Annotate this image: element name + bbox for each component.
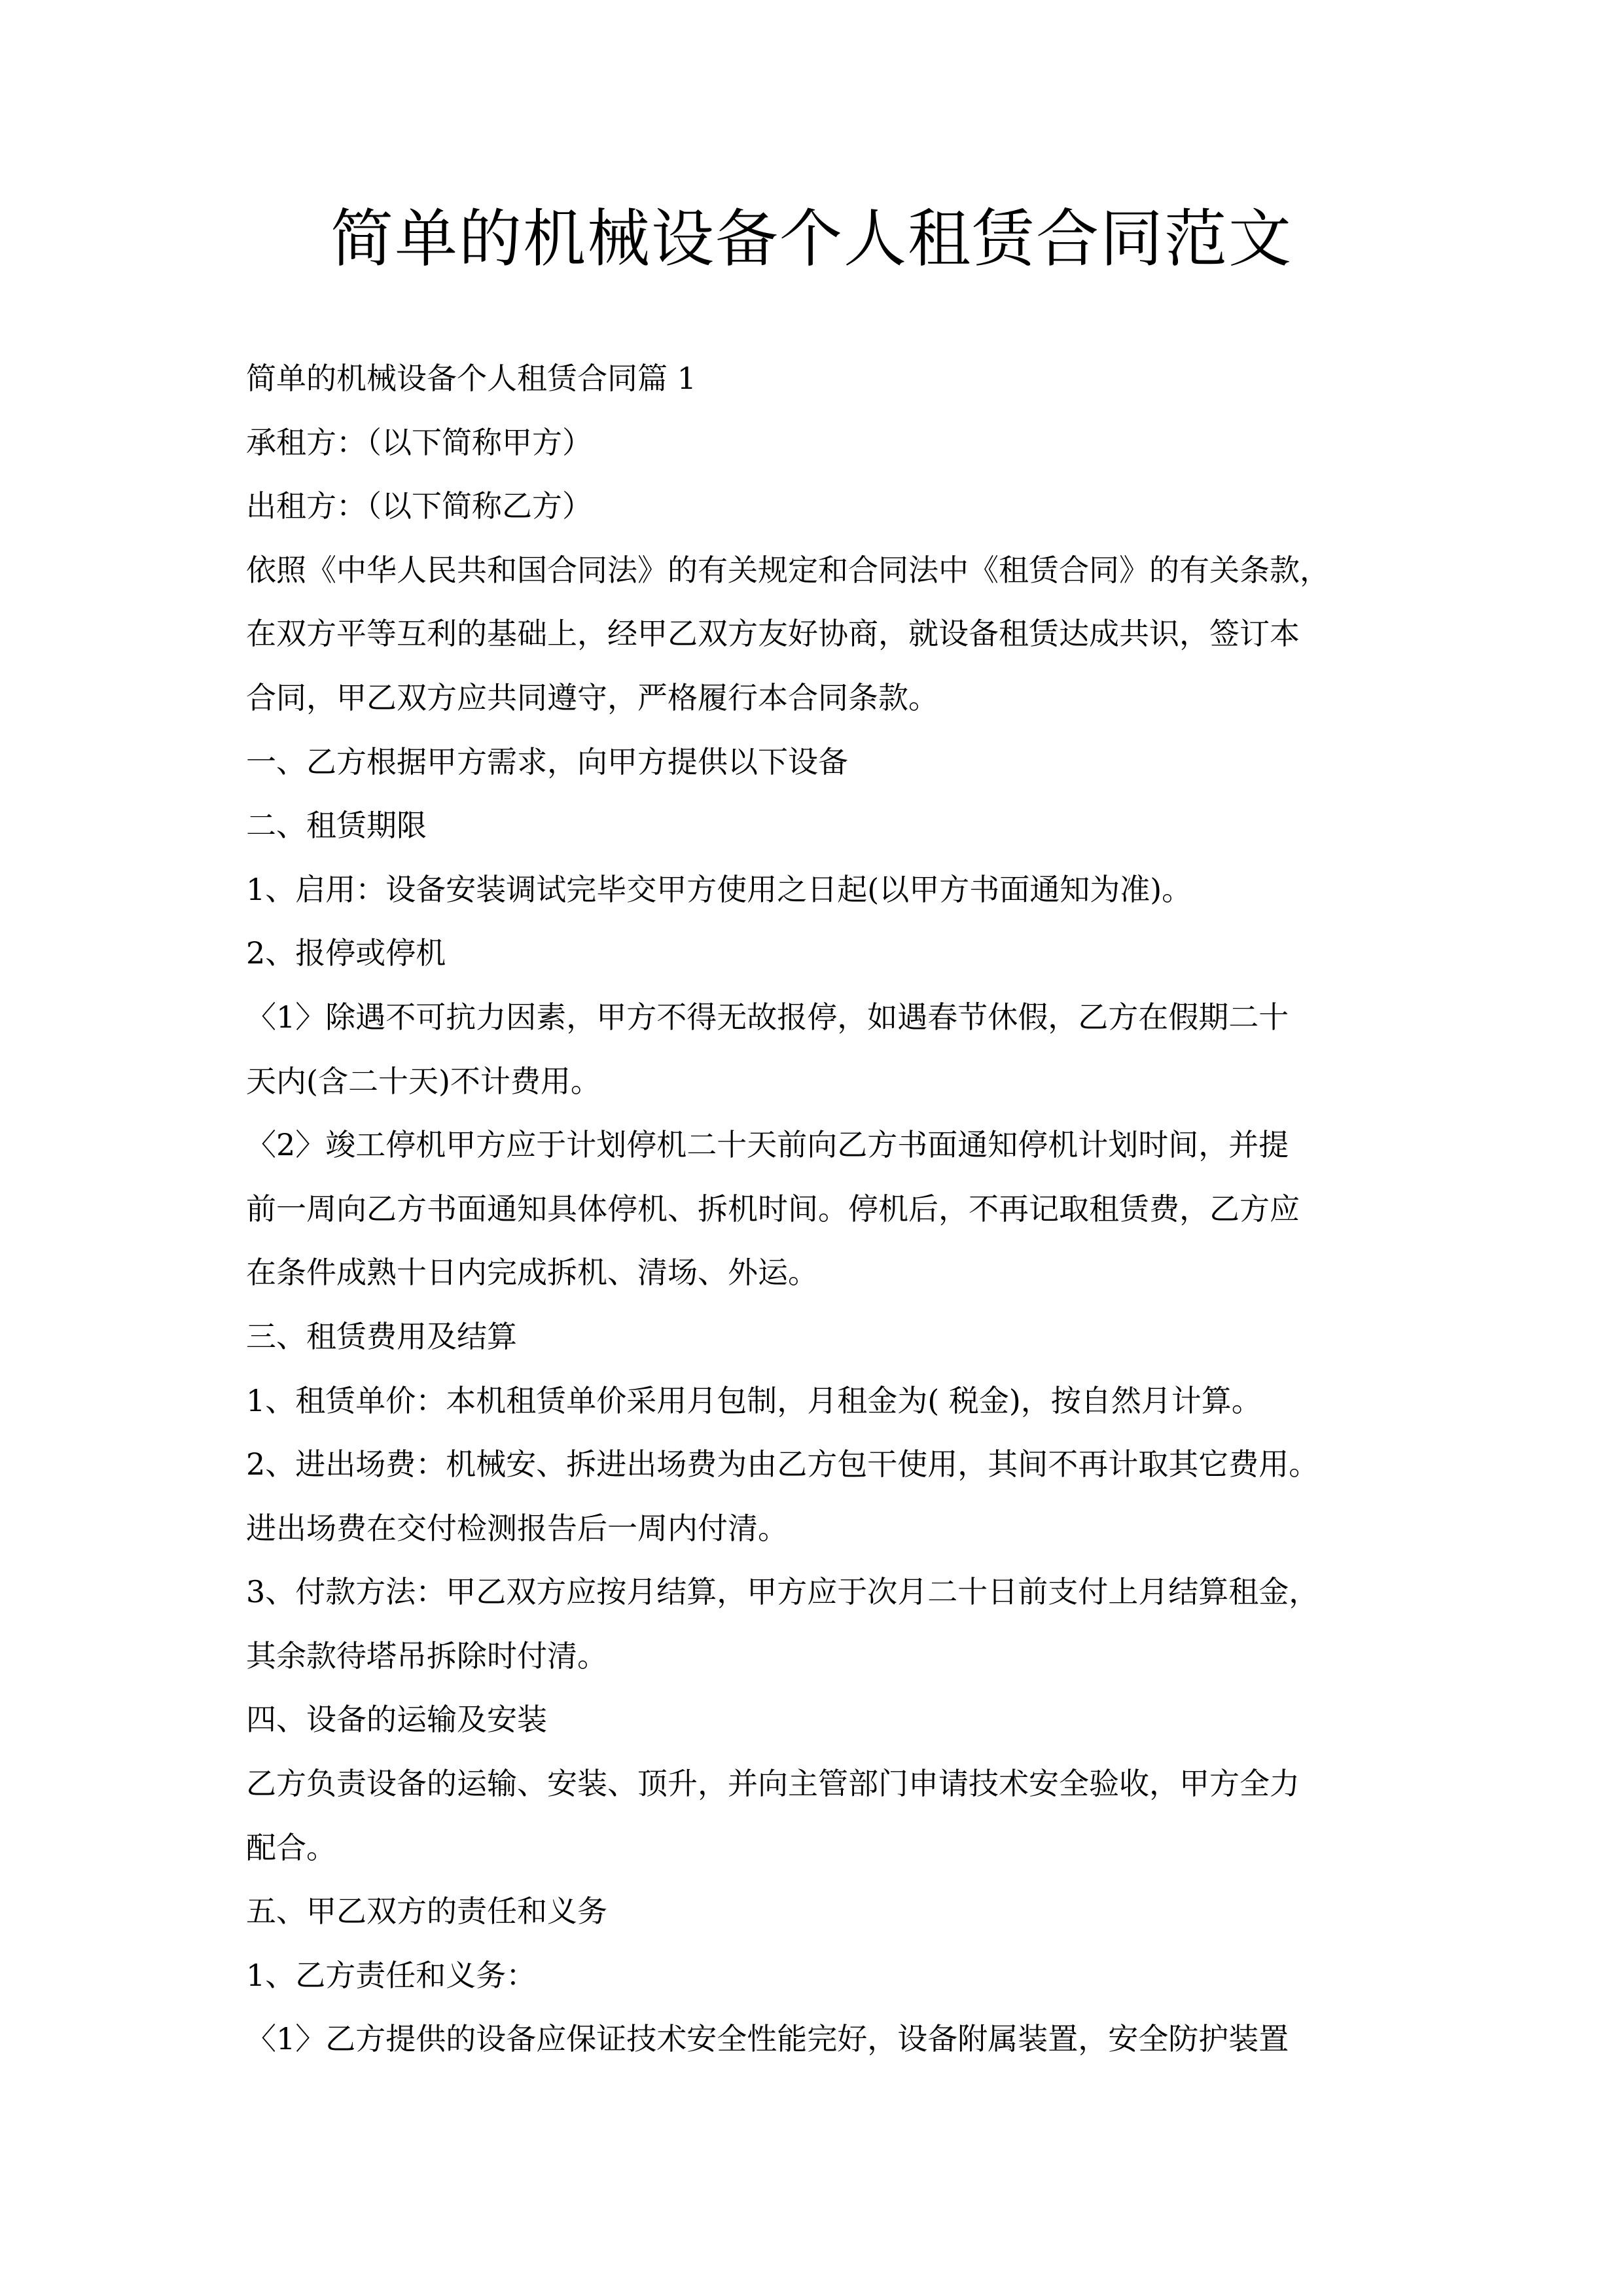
paragraph-line: 在条件成熟十日内完成拆机、清场、外运。 [246, 1255, 818, 1291]
document-title: 简单的机械设备个人租赁合同范文 [330, 202, 1293, 276]
lessee-line: 承租方：（以下简称甲方） [246, 424, 592, 460]
section-heading: 简单的机械设备个人租赁合同篇 1 [246, 361, 696, 396]
paragraph-line: 前一周向乙方书面通知具体停机、拆机时间。停机后，不再记取租赁费，乙方应 [246, 1191, 1300, 1227]
paragraph-line: 2、报停或停机 [246, 935, 446, 971]
paragraph-line: 3、付款方法：甲乙双方应按月结算，甲方应于次月二十日前支付上月结算租金， [246, 1574, 1319, 1610]
paragraph-line: 〈2〉竣工停机甲方应于计划停机二十天前向乙方书面通知停机计划时间，并提 [246, 1127, 1289, 1163]
paragraph-line: 〈1〉除遇不可抗力因素，甲方不得无故报停，如遇春节休假，乙方在假期二十 [246, 999, 1289, 1035]
paragraph-line: 2、进出场费：机械安、拆进出场费为由乙方包干使用，其间不再计取其它费用。 [246, 1446, 1319, 1482]
paragraph-line: 其余款待塔吊拆除时付清。 [246, 1638, 607, 1674]
clause-heading: 五、甲乙双方的责任和义务 [246, 1893, 607, 1929]
paragraph-line: 〈1〉乙方提供的设备应保证技术安全性能完好，设备附属装置，安全防护装置 [246, 2021, 1289, 2057]
paragraph-line: 合同，甲乙双方应共同遵守，严格履行本合同条款。 [246, 679, 938, 715]
paragraph-line: 在双方平等互利的基础上，经甲乙双方友好协商，就设备租赁达成共识，签订本 [246, 616, 1300, 652]
clause-heading: 一、乙方根据甲方需求，向甲方提供以下设备 [246, 744, 848, 780]
document-body [246, 347, 1398, 2072]
paragraph-line: 1、租赁单价：本机租赁单价采用月包制，月租金为( 税金)，按自然月计算。 [246, 1382, 1262, 1418]
clause-heading: 四、设备的运输及安装 [246, 1702, 547, 1738]
lessor-line: 出租方：（以下简称乙方） [246, 488, 592, 524]
paragraph-line: 天内(含二十天)不计费用。 [246, 1063, 601, 1099]
paragraph-line: 乙方负责设备的运输、安装、顶升，并向主管部门申请技术安全验收，甲方全力 [246, 1766, 1300, 1802]
paragraph-line: 1、乙方责任和义务： [246, 1957, 537, 1993]
clause-heading: 三、租赁费用及结算 [246, 1318, 517, 1354]
paragraph-line: 依照《中华人民共和国合同法》的有关规定和合同法中《租赁合同》的有关条款， [246, 552, 1330, 588]
clause-heading: 二、租赁期限 [246, 808, 427, 844]
paragraph-line: 1、启用：设备安装调试完毕交甲方使用之日起(以甲方书面通知为准)。 [246, 871, 1192, 907]
paragraph-line: 配合。 [246, 1829, 336, 1865]
paragraph-line: 进出场费在交付检测报告后一周内付清。 [246, 1510, 788, 1546]
